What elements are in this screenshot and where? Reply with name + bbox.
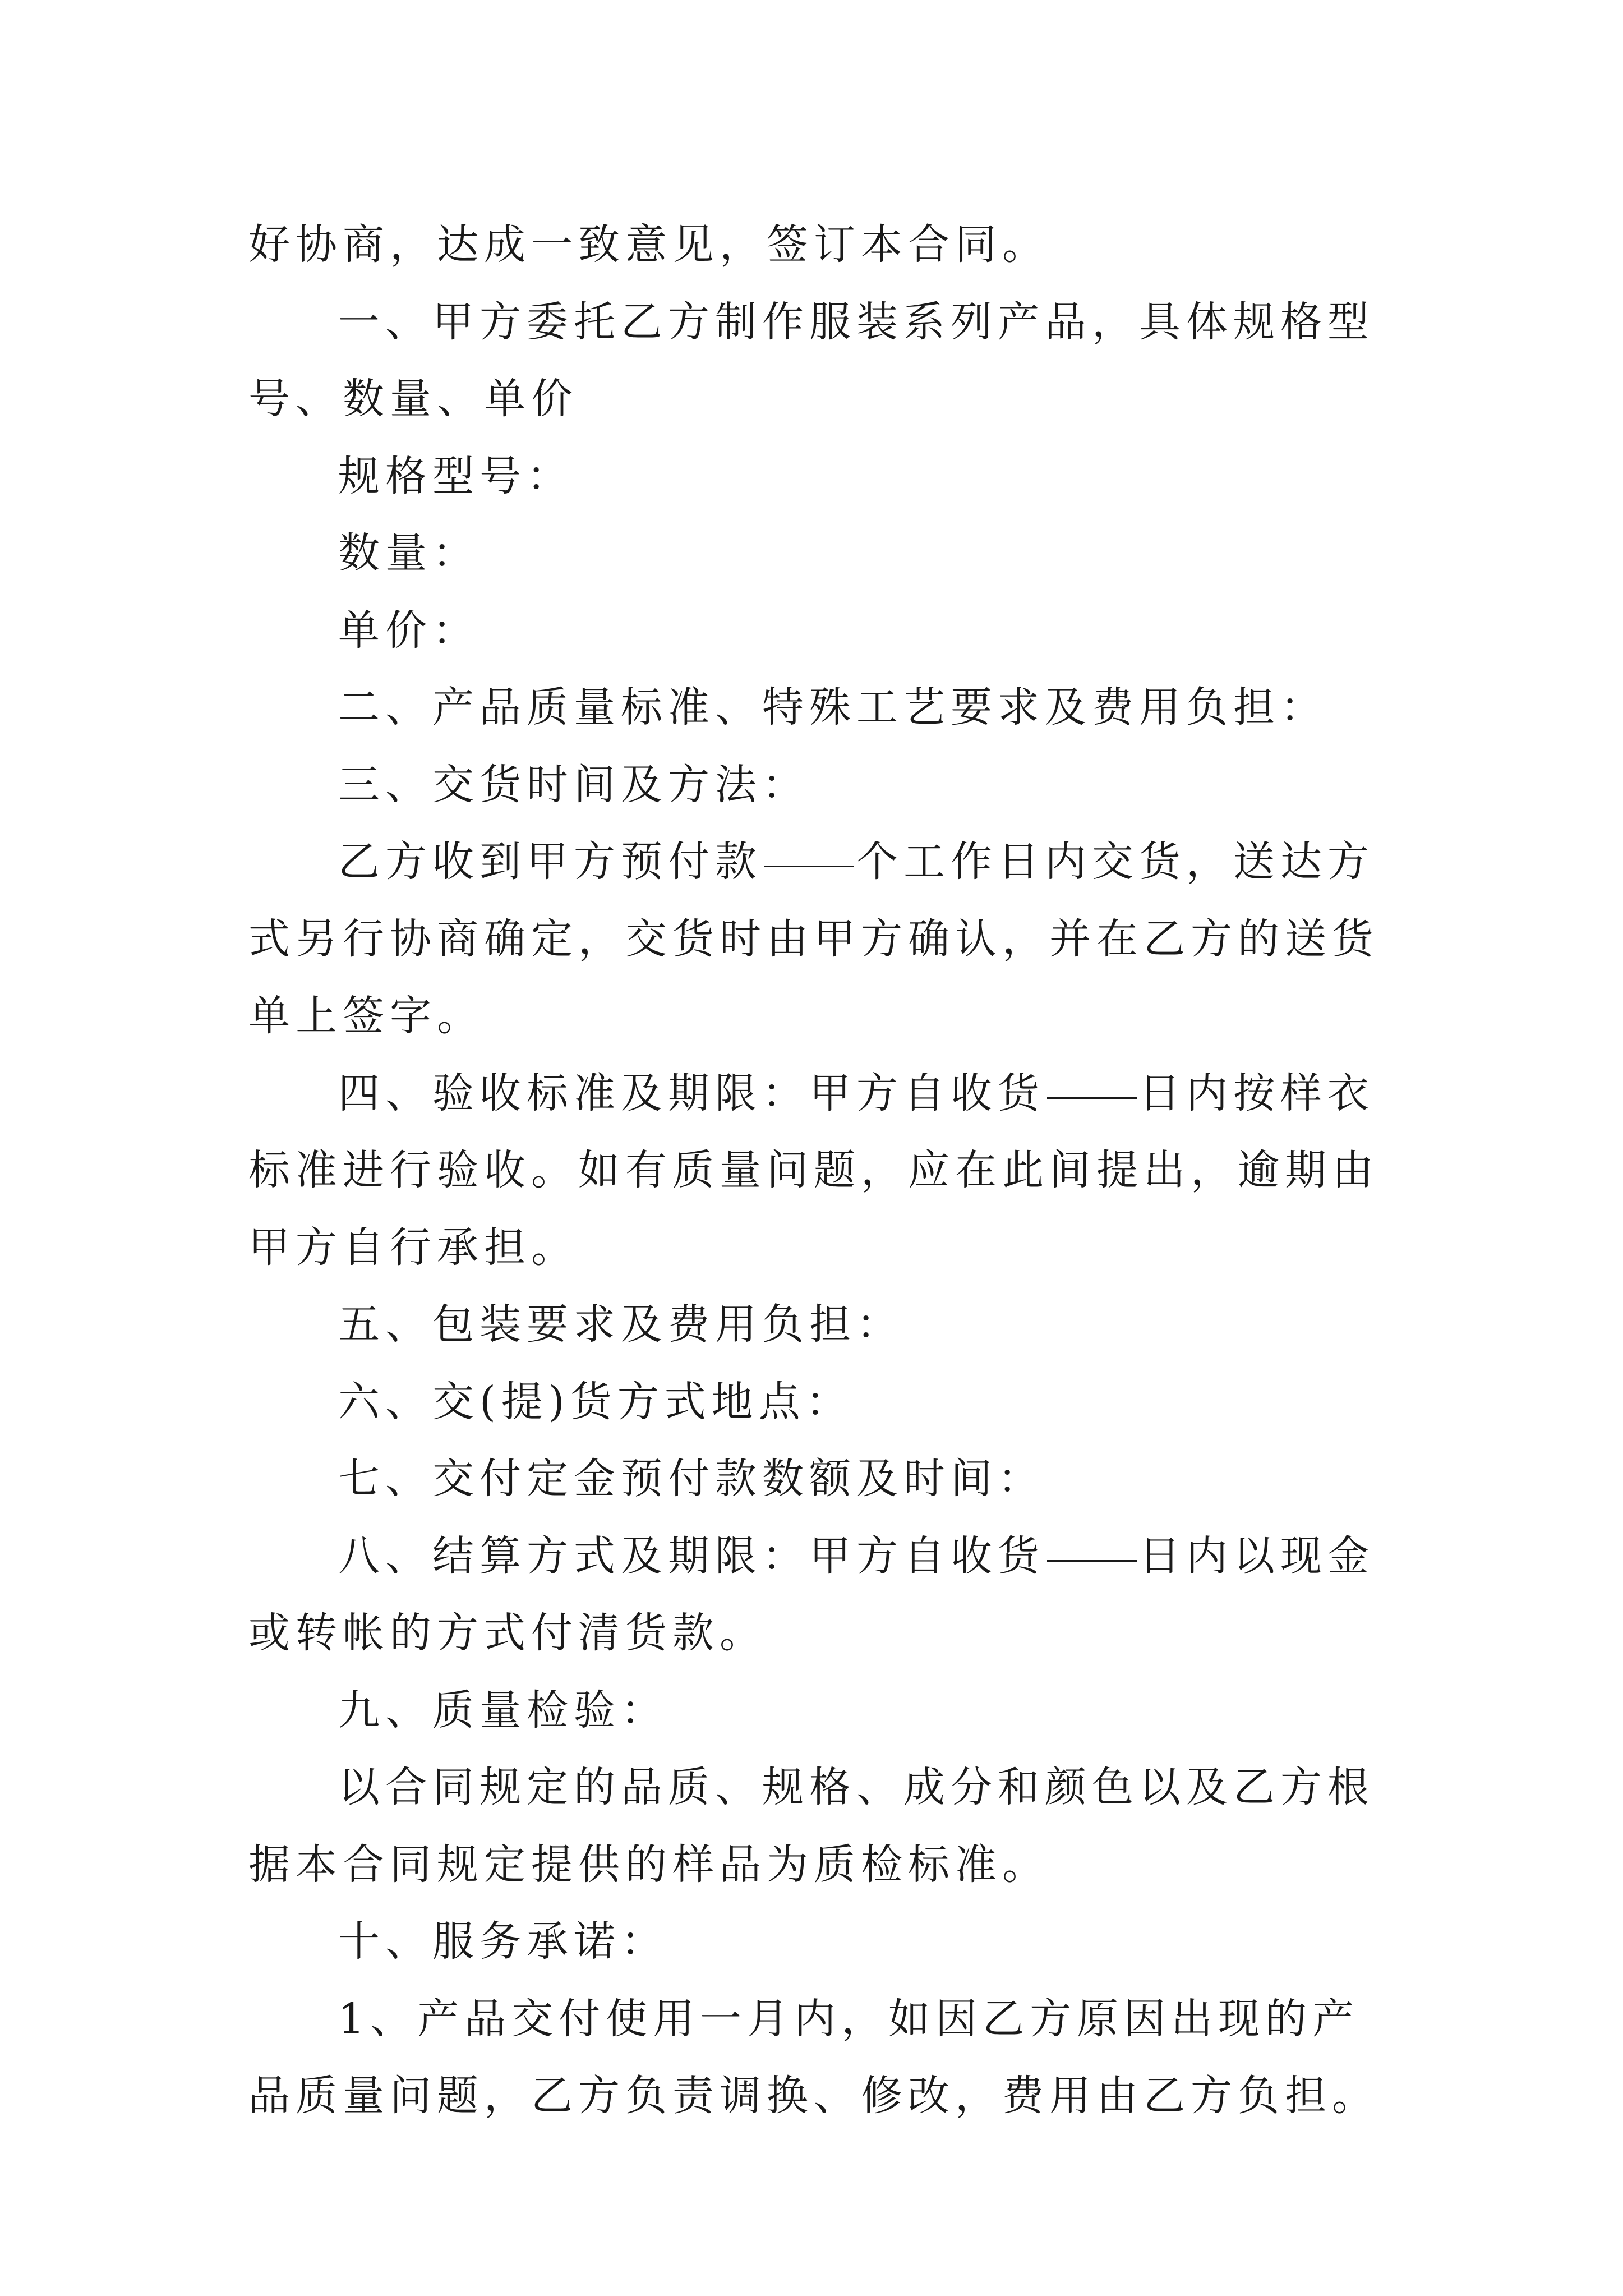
clause-6: 六、交(提)货方式地点： xyxy=(338,1377,853,1426)
clause-3: 三、交货时间及方法： xyxy=(338,760,809,809)
clause-3-detail xyxy=(248,823,1404,1055)
paragraph-intro-continuation: 好协商，达成一致意见，签订本合同。 xyxy=(248,220,1049,269)
fill-blank xyxy=(764,863,854,867)
clause-4-text-b: 日内按样衣标准进行验收。如有质量问题，应在此间提出，逾期由甲方自行承担。 xyxy=(248,1069,1379,1272)
clause-4-text-a: 四、验收标准及期限：甲方自收货 xyxy=(338,1069,1045,1117)
contract-body xyxy=(248,206,1404,2135)
clause-10-item-1: 1、产品交付使用一月内，如因乙方原因出现的产品质量问题，乙方负责调换、修改，费用由乙方负担。 xyxy=(248,1994,1379,2120)
clause-9-detail: 以合同规定的品质、规格、成分和颜色以及乙方根据本合同规定提供的样品为质检标准。 xyxy=(248,1763,1375,1889)
fill-blank xyxy=(1047,1095,1137,1099)
clause-1: 一、甲方委托乙方制作服装系列产品，具体规格型号、数量、单价 xyxy=(248,297,1375,423)
fill-blank xyxy=(1047,1558,1137,1562)
clause-3-text-a: 乙方收到甲方预付款 xyxy=(338,838,762,886)
field-quantity: 数量： xyxy=(338,529,479,577)
clause-4 xyxy=(248,1055,1404,1287)
clause-8-text-a: 八、结算方式及期限：甲方自收货 xyxy=(338,1531,1045,1580)
field-unit-price: 单价： xyxy=(338,606,479,655)
clause-8-text-b: 日内以现金或转帐的方式付清货款。 xyxy=(248,1531,1375,1657)
clause-2: 二、产品质量标准、特殊工艺要求及费用负担： xyxy=(338,683,1327,731)
clause-7: 七、交付定金预付款数额及时间： xyxy=(338,1455,1045,1503)
clause-5: 五、包装要求及费用负担： xyxy=(338,1300,903,1349)
clause-10: 十、服务承诺： xyxy=(338,1917,668,1966)
clause-9: 九、质量检验： xyxy=(338,1686,668,1734)
clause-3-text-b: 个工作日内交货，送达方式另行协商确定，交货时由甲方确认，并在乙方的送货单上签字。 xyxy=(248,838,1379,1040)
clause-8 xyxy=(248,1518,1404,1672)
field-spec-model: 规格型号： xyxy=(338,452,574,500)
